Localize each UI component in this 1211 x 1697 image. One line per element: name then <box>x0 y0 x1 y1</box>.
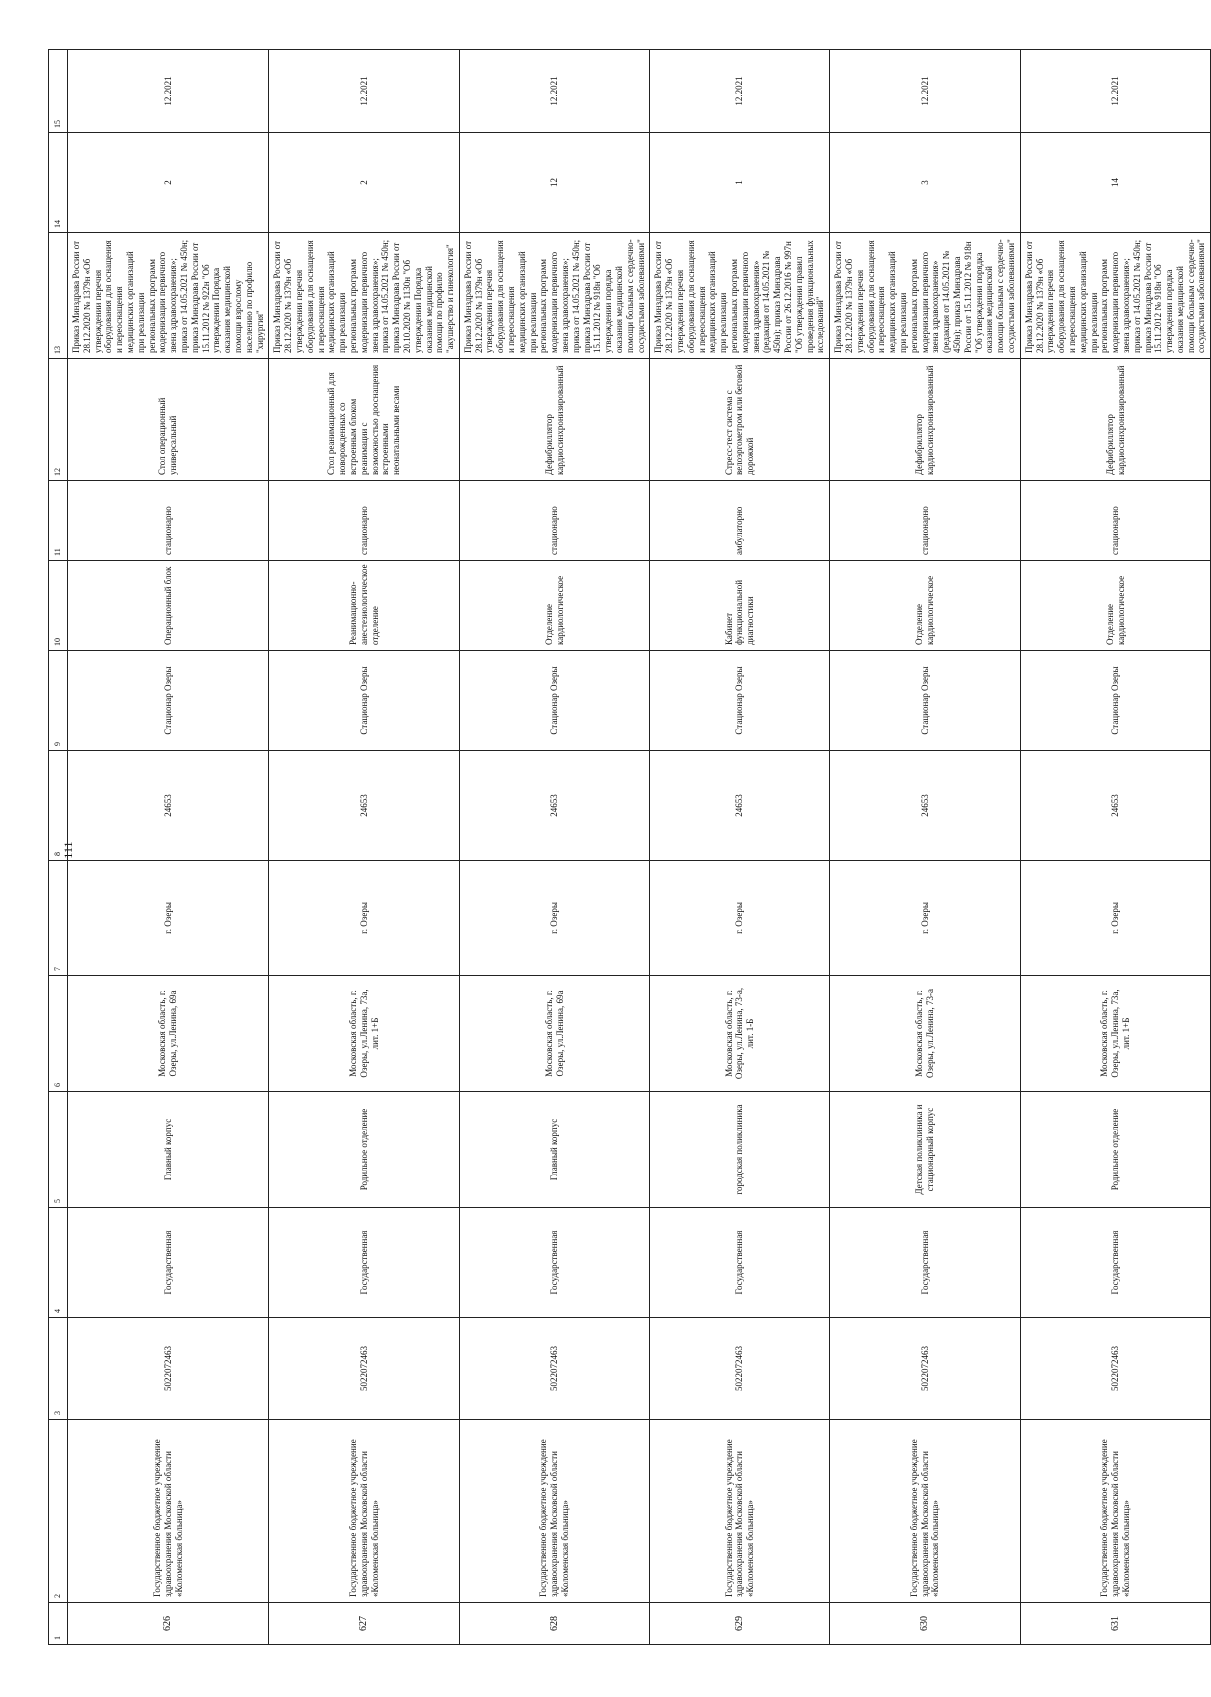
building: Детская поликлиника и стационарный корпус <box>830 1092 1021 1208</box>
date: 12.2021 <box>650 50 830 133</box>
address: Московская область, г. Озеры, ул.Ленина, 69а <box>459 976 650 1092</box>
department: Отделение кардиологическое <box>1020 561 1211 651</box>
equipment: Дефибриллятор кардиосинхронизированный <box>830 359 1021 481</box>
organization-name: Государственное бюджетное учреждение здравоохранения Московской области «Коломенская больница» <box>1020 1420 1211 1603</box>
equipment: Дефибриллятор кардиосинхронизированный <box>1020 359 1211 481</box>
row-number: 630 <box>830 1603 1021 1645</box>
code: 24653 <box>1020 751 1211 861</box>
legal-basis: Приказ Минздрава России от 28.12.2020 № 1379н «Об утверждении перечня оборудования для оснащения и переоснащения медицинских организаций при реализации региональных программ модернизации первичного звена здравоохранения»; приказ от 14.05.2021 № 450н; приказ Минздрава России от 15.11.2012 № 918н "Об утверждении порядка оказания медицинской помощи больным с сердечно-сосудистыми заболеваниями" <box>1020 233 1211 359</box>
table-row <box>1020 50 1211 1645</box>
building: Родильное отделение <box>1020 1092 1211 1208</box>
date: 12.2021 <box>1020 50 1211 133</box>
quantity: 2 <box>68 133 269 233</box>
building: Главный корпус <box>459 1092 650 1208</box>
col-num: 6 <box>49 976 68 1092</box>
address: Московская область, г. Озеры, ул.Ленина, 73а, лит. 1+Б <box>269 976 460 1092</box>
col-num: 14 <box>49 133 68 233</box>
table-rotated <box>48 50 1207 1645</box>
equipment-register-table <box>48 49 1211 1645</box>
col-num: 15 <box>49 50 68 133</box>
care-type: амбулаторно <box>650 481 830 561</box>
inn: 5022072463 <box>459 1318 650 1420</box>
col-num: 2 <box>49 1420 68 1603</box>
address: Московская область, г. Озеры, ул.Ленина, 73-а, лит. 1-Б <box>650 976 830 1092</box>
quantity: 2 <box>269 133 460 233</box>
department: Операционный блок <box>68 561 269 651</box>
care-type: стационарно <box>459 481 650 561</box>
legal-basis: Приказ Минздрава России от 28.12.2020 № 1379н «Об утверждении перечня оборудования для оснащения и переоснащения медицинских организаций при реализации региональных программ модернизации первичного звена здравоохранения» (редакция от 14.05.2021 № 450н); приказ Минздрава России от 15.11.2012 № 918н "Об утверждении порядка оказания медицинской помощи больным с сердечно-сосудистыми заболеваниями" <box>830 233 1021 359</box>
table-row <box>68 50 269 1645</box>
date: 12.2021 <box>68 50 269 133</box>
col-num: 3 <box>49 1318 68 1420</box>
inn: 5022072463 <box>650 1318 830 1420</box>
building: Главный корпус <box>68 1092 269 1208</box>
unit: Стационар Озеры <box>459 651 650 751</box>
city: г. Озеры <box>269 861 460 976</box>
col-num: 1 <box>49 1603 68 1645</box>
legal-basis: Приказ Минздрава России от 28.12.2020 № 1379н «Об утверждении перечня оборудования для оснащения и переоснащения медицинских организаций при реализации региональных программ модернизации первичного звена здравоохранения» (редакция от 14.05.2021 № 450н); приказ Минздрава России от 26.12.2016 № 997н "Об утверждении правил проведения функциональных исследований" <box>650 233 830 359</box>
ownership: Государственная <box>1020 1208 1211 1318</box>
legal-basis: Приказ Минздрава России от 28.12.2020 № 1379н «Об утверждении перечня оборудования для оснащения и переоснащения медицинских организаций при реализации региональных программ модернизации первичного звена здравоохранения»; приказ от 14.05.2021 № 450н; приказ Минздрава России от 15.11.2012 № 918н "Об утверждении порядка оказания медицинской помощи больным с сердечно-сосудистыми заболеваниями" <box>459 233 650 359</box>
equipment: Стол реанимационный для новорожденных со встроенным блоком реанимации с возможностью дооснащения встроенными неонатальными весами <box>269 359 460 481</box>
ownership: Государственная <box>830 1208 1021 1318</box>
department: Отделение кардиологическое <box>830 561 1021 651</box>
organization-name: Государственное бюджетное учреждение здравоохранения Московской области «Коломенская больница» <box>650 1420 830 1603</box>
col-num: 8 <box>49 751 68 861</box>
ownership: Государственная <box>459 1208 650 1318</box>
inn: 5022072463 <box>269 1318 460 1420</box>
table-row <box>830 50 1021 1645</box>
unit: Стационар Озеры <box>68 651 269 751</box>
row-number: 631 <box>1020 1603 1211 1645</box>
quantity: 1 <box>650 133 830 233</box>
unit: Стационар Озеры <box>1020 651 1211 751</box>
building: Родильное отделение <box>269 1092 460 1208</box>
ownership: Государственная <box>68 1208 269 1318</box>
code: 24653 <box>650 751 830 861</box>
ownership: Государственная <box>269 1208 460 1318</box>
table-row <box>459 50 650 1645</box>
city: г. Озеры <box>68 861 269 976</box>
care-type: стационарно <box>68 481 269 561</box>
care-type: стационарно <box>830 481 1021 561</box>
department: Отделение кардиологическое <box>459 561 650 651</box>
col-num: 13 <box>49 233 68 359</box>
row-number: 629 <box>650 1603 830 1645</box>
organization-name: Государственное бюджетное учреждение здравоохранения Московской области «Коломенская больница» <box>830 1420 1021 1603</box>
equipment: Дефибриллятор кардиосинхронизированный <box>459 359 650 481</box>
building: городская поликлиника <box>650 1092 830 1208</box>
column-number-row <box>49 50 68 1645</box>
organization-name: Государственное бюджетное учреждение здравоохранения Московской области «Коломенская больница» <box>68 1420 269 1603</box>
col-num: 12 <box>49 359 68 481</box>
table-row <box>650 50 830 1645</box>
col-num: 9 <box>49 651 68 751</box>
unit: Стационар Озеры <box>269 651 460 751</box>
legal-basis: Приказ Минздрава России от 28.12.2020 № 1379н «Об утверждении перечня оборудования для оснащения и переоснащения медицинских организаций при реализации региональных программ модернизации первичного звена здравоохранения»; приказ от 14.05.2021 № 450н; приказ Минздрава России от 15.11.2012 № 922н "Об утверждении Порядка оказания медицинской помощи взрослому населению по профилю "хирургия" <box>68 233 269 359</box>
city: г. Озеры <box>830 861 1021 976</box>
city: г. Озеры <box>1020 861 1211 976</box>
table-wrapper <box>48 50 1207 1645</box>
department: Кабинет функциональной диагностики <box>650 561 830 651</box>
organization-name: Государственное бюджетное учреждение здравоохранения Московской области «Коломенская больница» <box>269 1420 460 1603</box>
inn: 5022072463 <box>68 1318 269 1420</box>
equipment: Стол операционный универсальный <box>68 359 269 481</box>
date: 12.2021 <box>830 50 1021 133</box>
care-type: стационарно <box>1020 481 1211 561</box>
city: г. Озеры <box>650 861 830 976</box>
code: 24653 <box>830 751 1021 861</box>
code: 24653 <box>459 751 650 861</box>
ownership: Государственная <box>650 1208 830 1318</box>
address: Московская область, г. Озеры, ул.Ленина, 69а <box>68 976 269 1092</box>
row-number: 626 <box>68 1603 269 1645</box>
equipment: Стресс-тест система с велоэргометром или беговой дорожкой <box>650 359 830 481</box>
row-number: 627 <box>269 1603 460 1645</box>
organization-name: Государственное бюджетное учреждение здравоохранения Московской области «Коломенская больница» <box>459 1420 650 1603</box>
inn: 5022072463 <box>830 1318 1021 1420</box>
row-number: 628 <box>459 1603 650 1645</box>
care-type: стационарно <box>269 481 460 561</box>
legal-basis: Приказ Минздрава России от 28.12.2020 № 1379н «Об утверждении перечня оборудования для оснащения и переоснащения медицинских организаций при реализации региональных программ модернизации первичного звена здравоохранения»; приказ от 14.05.2021 № 450н; приказ Минздрава России от 20.10.2020 № 1130н "Об утверждении Порядка оказания медицинской помощи по профилю "акушерство и гинекология" <box>269 233 460 359</box>
col-num: 7 <box>49 861 68 976</box>
city: г. Озеры <box>459 861 650 976</box>
inn: 5022072463 <box>1020 1318 1211 1420</box>
department: Реанимационно-анестезиологическое отделение <box>269 561 460 651</box>
col-num: 4 <box>49 1208 68 1318</box>
col-num: 11 <box>49 481 68 561</box>
code: 24653 <box>68 751 269 861</box>
col-num: 5 <box>49 1092 68 1208</box>
unit: Стационар Озеры <box>830 651 1021 751</box>
date: 12.2021 <box>459 50 650 133</box>
table-row <box>269 50 460 1645</box>
date: 12.2021 <box>269 50 460 133</box>
page-number: 111 <box>60 841 75 859</box>
unit: Стационар Озеры <box>650 651 830 751</box>
quantity: 3 <box>830 133 1021 233</box>
quantity: 12 <box>459 133 650 233</box>
col-num: 10 <box>49 561 68 651</box>
address: Московская область, г. Озеры, ул.Ленина, 73-а <box>830 976 1021 1092</box>
address: Московская область, г. Озеры, ул.Ленина, 73а, лит. 1+Б <box>1020 976 1211 1092</box>
code: 24653 <box>269 751 460 861</box>
quantity: 14 <box>1020 133 1211 233</box>
